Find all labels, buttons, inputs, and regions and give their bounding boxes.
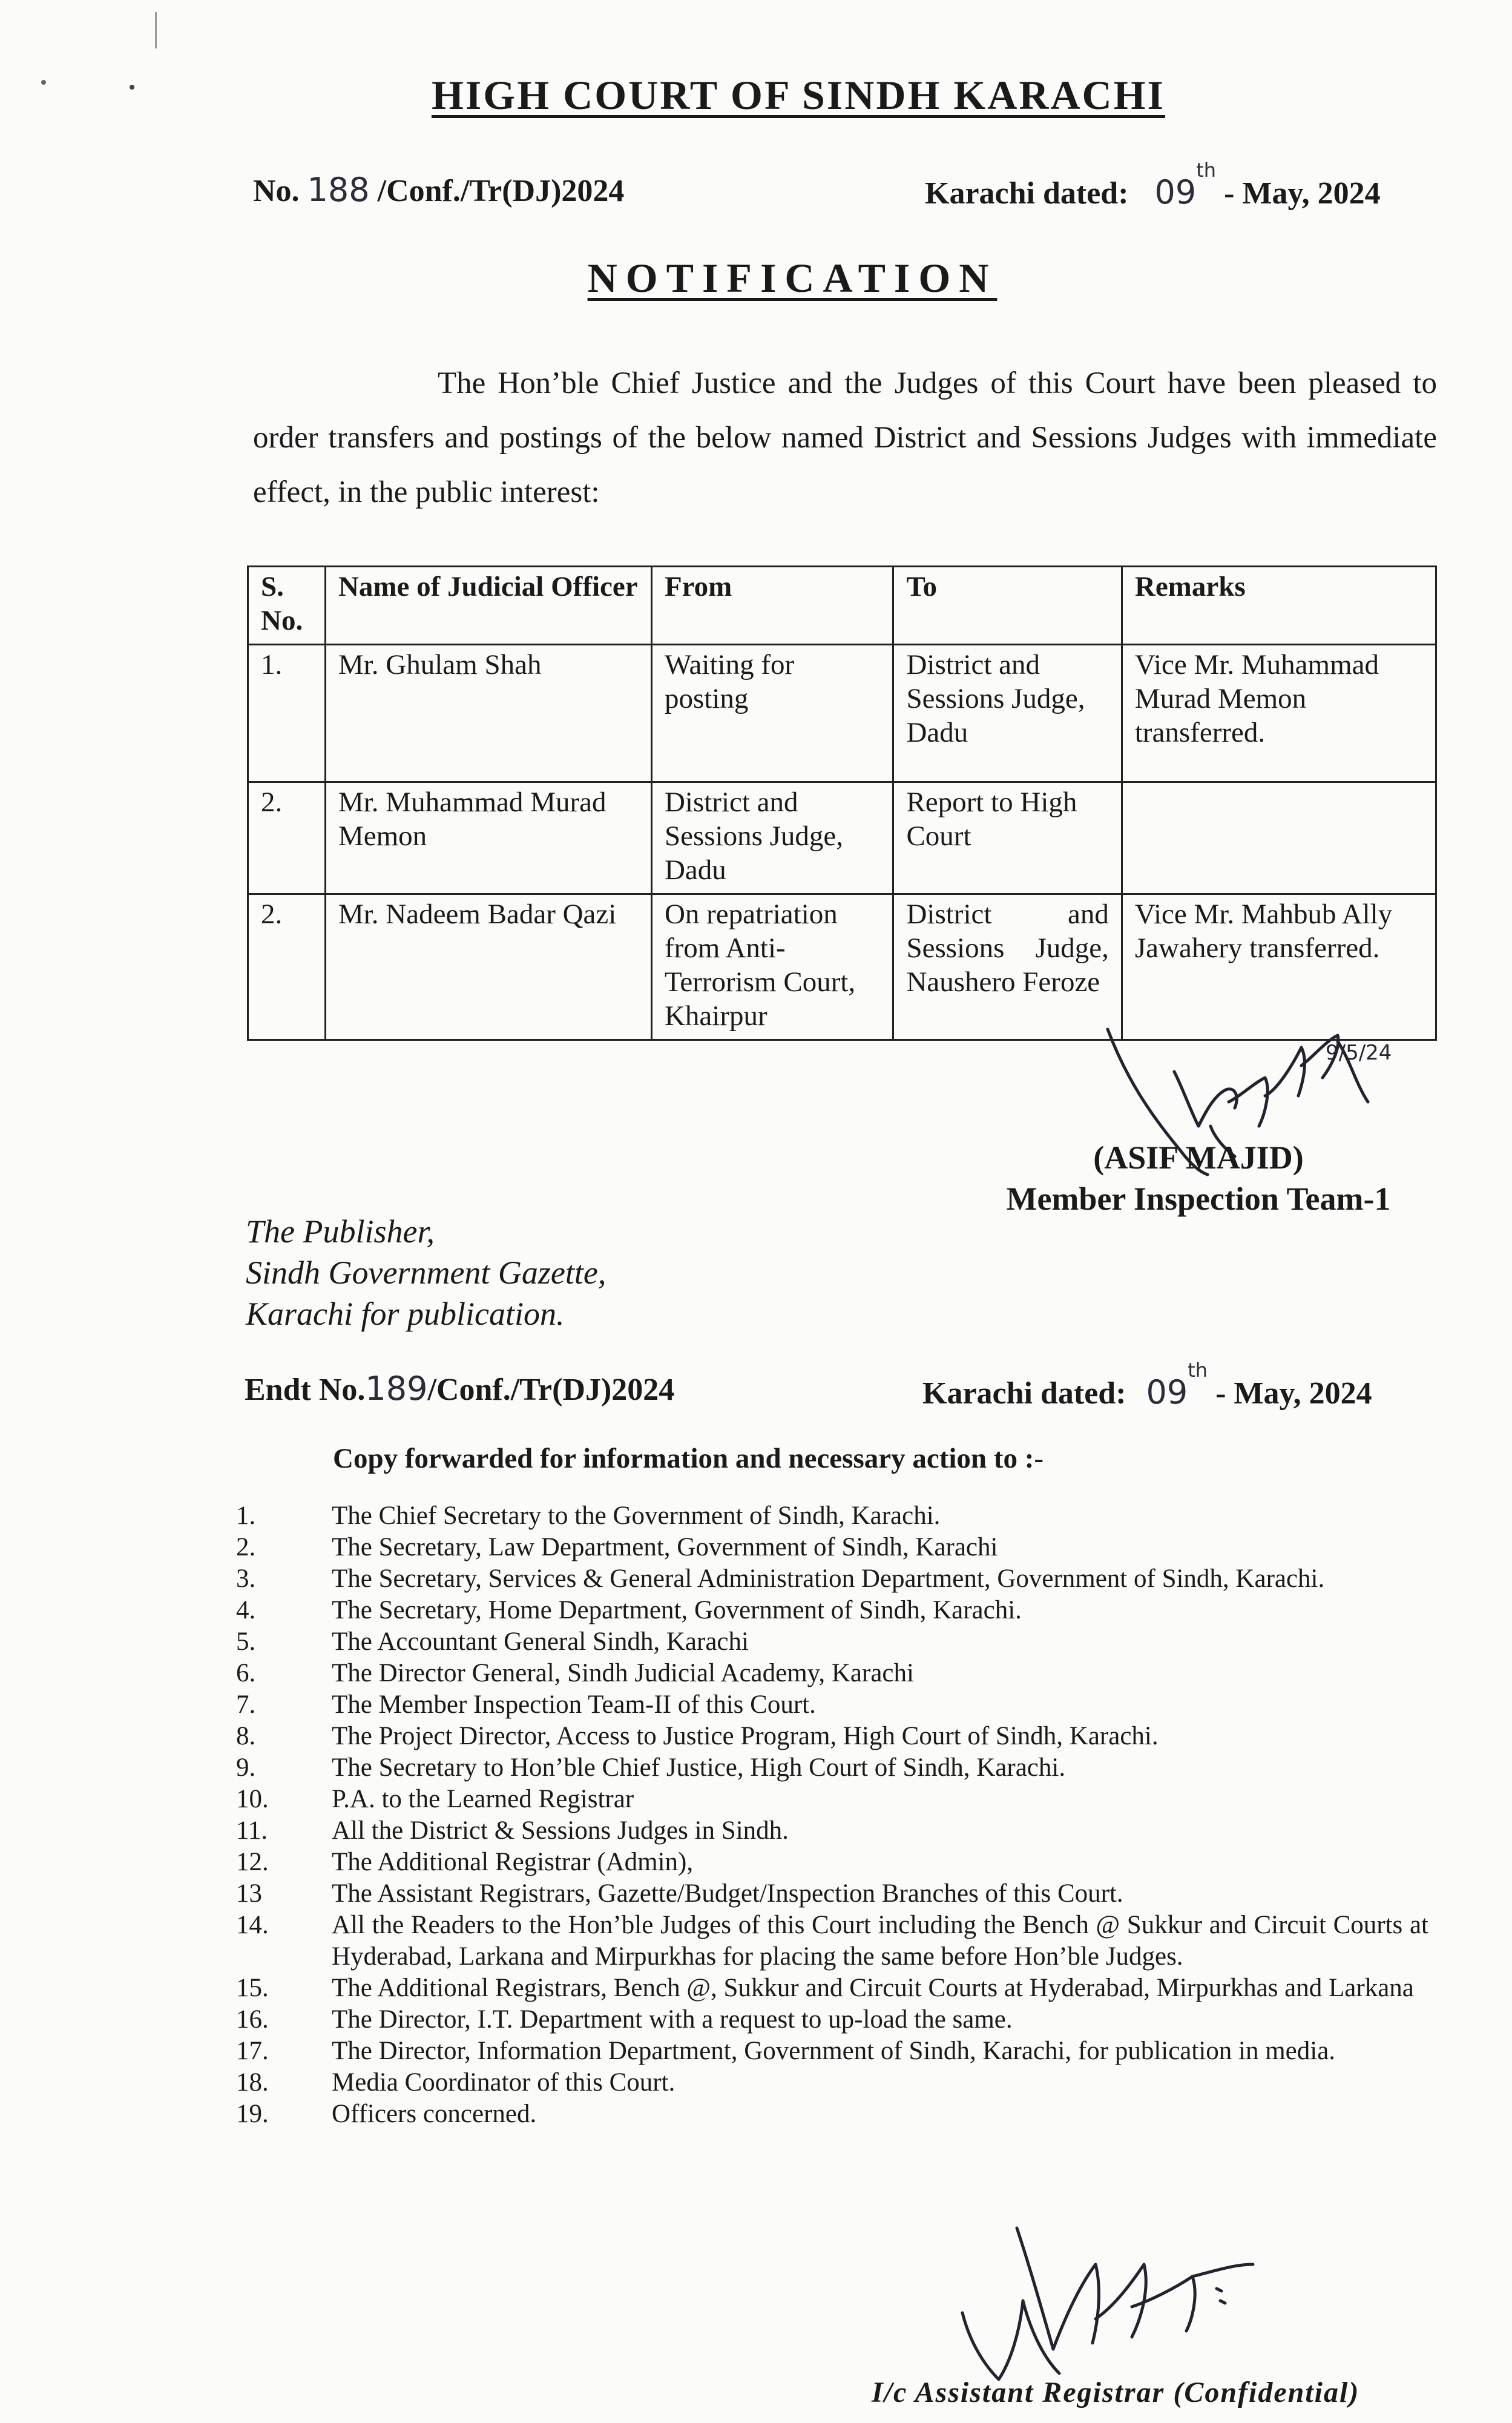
- ref-prefix: No.: [253, 174, 300, 208]
- list-item: 8. The Project Director, Access to Justice Program, High Court of Sindh, Karachi.: [236, 1722, 1159, 1750]
- publisher-address: [246, 1211, 606, 1334]
- registrar-signature-mark: [932, 2216, 1271, 2398]
- list-item: 14. All the Readers to the Hon’ble Judges of this Court including the Bench @ Sukkur and Circuit Courts at Hyderabad, Larkana and Mirpurkhas for placing the same before Hon’ble Judges.: [236, 1911, 1428, 1971]
- table-row: [248, 894, 1436, 1040]
- cell-name: Mr. Muhammad Murad Memon: [325, 782, 651, 894]
- list-item: 19. Officers concerned.: [236, 2100, 537, 2128]
- cell-from: Waiting for posting: [651, 645, 893, 782]
- signature-date: 9/5/24: [1326, 1041, 1392, 1065]
- copy-forwarded-heading: Copy forwarded for information and necessary action to :-: [333, 1443, 1044, 1474]
- signatory-designation: Member Inspection Team-1: [1006, 1181, 1391, 1217]
- date-label: Karachi dated:: [922, 1376, 1126, 1411]
- list-item: 13 The Assistant Registrars, Gazette/Budget/Inspection Branches of this Court.: [236, 1879, 1123, 1908]
- list-item: 7. The Member Inspection Team-II of this Court.: [236, 1690, 816, 1719]
- cell-to: Report to High Court: [893, 782, 1122, 894]
- table-row: [248, 645, 1436, 782]
- table-row: [248, 782, 1436, 894]
- footer-signatory: I/c Assistant Registrar (Confidential): [872, 2376, 1360, 2408]
- cell-remarks: Vice Mr. Mahbub Ally Jawahery transferred.: [1122, 894, 1436, 1040]
- list-item: 10. P.A. to the Learned Registrar: [236, 1785, 634, 1813]
- publisher-line: The Publisher,: [246, 1213, 435, 1250]
- list-item: 15. The Additional Registrars, Bench @, Sukkur and Circuit Courts at Hyderabad, Mirpurkhas and Larkana: [236, 1974, 1414, 2002]
- date-day-suffix: th: [1188, 1359, 1208, 1382]
- list-item: 3. The Secretary, Services & General Administration Department, Government of Sindh, Karachi.: [236, 1564, 1325, 1593]
- endt-suffix: /Conf./Tr(DJ)2024: [427, 1373, 675, 1407]
- list-item: 5. The Accountant General Sindh, Karachi: [236, 1627, 749, 1656]
- reference-number-line: [253, 171, 624, 209]
- list-item: 1. The Chief Secretary to the Government of Sindh, Karachi.: [236, 1502, 941, 1530]
- publisher-line: Karachi for publication.: [246, 1296, 565, 1332]
- list-item: 9. The Secretary to Hon’ble Chief Justice, High Court of Sindh, Karachi.: [236, 1753, 1066, 1782]
- intro-paragraph: The Hon’ble Chief Justice and the Judges of this Court have been pleased to order transfers and postings of the below named District and Sessions Judges with immediate effect, in the public interest:: [253, 366, 1437, 509]
- list-item: 16. The Director, I.T. Department with a request to up-load the same.: [236, 2005, 1013, 2034]
- date-day-suffix: th: [1196, 159, 1217, 182]
- cell-sno: 1.: [248, 645, 326, 782]
- list-item: 17. The Director, Information Department, Government of Sindh, Karachi, for publication in media.: [236, 2037, 1336, 2065]
- court-title: HIGH COURT OF SINDH KARACHI: [431, 72, 1166, 118]
- postings-table: [247, 565, 1437, 1041]
- notification-title: NOTIFICATION: [587, 255, 998, 301]
- cell-from: District and Sessions Judge, Dadu: [651, 782, 893, 894]
- cell-to: District and Sessions Judge, Dadu: [893, 645, 1122, 782]
- distribution-list: [236, 1500, 1428, 2130]
- date-label: Karachi dated:: [925, 176, 1129, 211]
- cell-from: On repatriation from Anti-Terrorism Court, Khairpur: [651, 894, 893, 1040]
- endorsement-number-line: [245, 1370, 674, 1408]
- cell-sno: 2.: [248, 894, 326, 1040]
- table-header-row: [248, 567, 1436, 645]
- list-item: 4. The Secretary, Home Department, Government of Sindh, Karachi.: [236, 1596, 1022, 1624]
- ref-suffix: /Conf./Tr(DJ)2024: [377, 174, 625, 208]
- cell-remarks: [1122, 782, 1436, 894]
- signatory-name: (ASIF MAJID): [1093, 1139, 1304, 1176]
- ref-number-handwritten: 188: [307, 171, 370, 209]
- list-item: 6. The Director General, Sindh Judicial Academy, Karachi: [236, 1659, 914, 1687]
- header-remarks: Remarks: [1122, 567, 1436, 645]
- publisher-line: Sindh Government Gazette,: [246, 1254, 606, 1291]
- header-sno: S. No.: [248, 567, 326, 645]
- date-rest: - May, 2024: [1215, 1376, 1372, 1411]
- header-to: To: [893, 567, 1122, 645]
- margin-mark: [155, 12, 157, 48]
- list-item: 12. The Additional Registrar (Admin),: [236, 1848, 694, 1876]
- cell-sno: 2.: [248, 782, 326, 894]
- cell-remarks: Vice Mr. Muhammad Murad Memon transferred.: [1122, 645, 1436, 782]
- list-item: 11. All the District & Sessions Judges in Sindh.: [236, 1816, 789, 1845]
- endt-number-handwritten: 189: [365, 1370, 428, 1408]
- cell-to: District and Sessions Judge, Naushero Feroze: [893, 894, 1122, 1040]
- date-rest: - May, 2024: [1224, 176, 1381, 211]
- signatory-block: [981, 1137, 1416, 1219]
- cell-name: Mr. Ghulam Shah: [325, 645, 651, 782]
- date-day-handwritten: 09: [1146, 1373, 1188, 1411]
- date-day-handwritten: 09: [1154, 173, 1197, 211]
- list-item: 18. Media Coordinator of this Court.: [236, 2068, 675, 2097]
- date-line: [925, 159, 1381, 211]
- header-from: From: [651, 567, 893, 645]
- header-name: Name of Judicial Officer: [325, 567, 651, 645]
- cell-name: Mr. Nadeem Badar Qazi: [325, 894, 651, 1040]
- endt-prefix: Endt No.: [245, 1373, 366, 1407]
- list-item: 2. The Secretary, Law Department, Government of Sindh, Karachi: [236, 1533, 998, 1561]
- endorsement-date-line: [922, 1359, 1372, 1411]
